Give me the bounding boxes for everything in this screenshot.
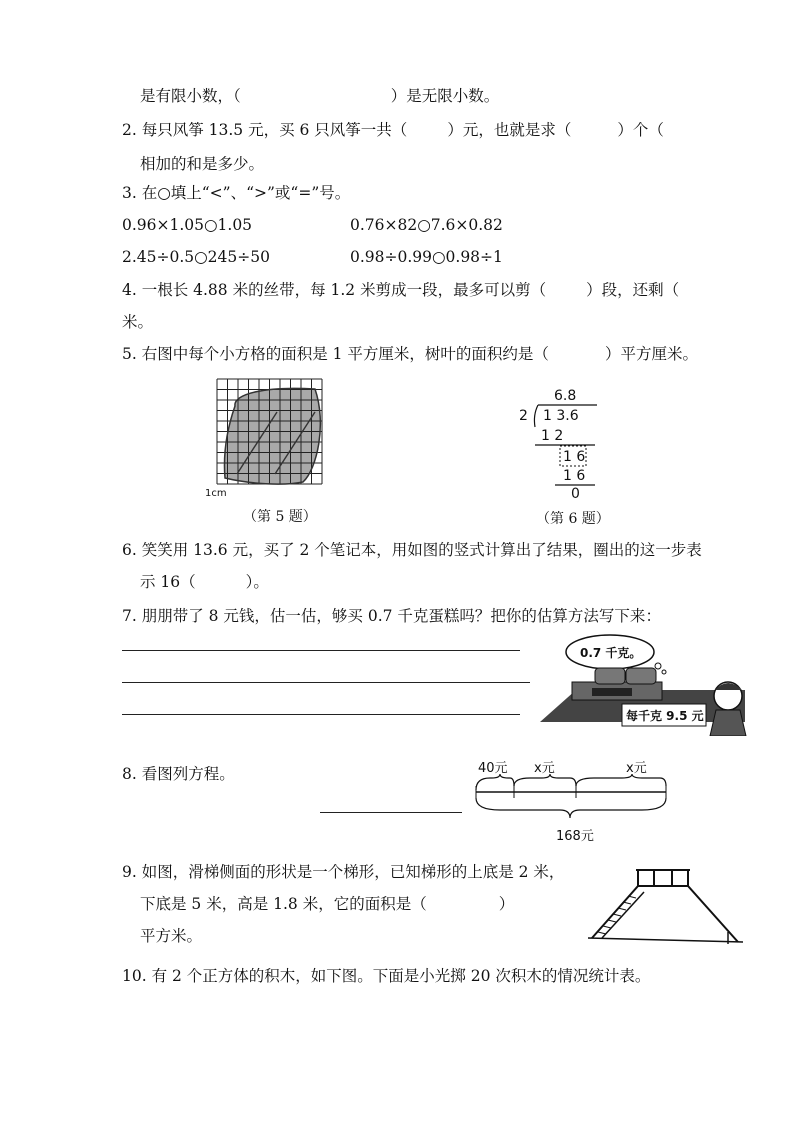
q4-text-a: 4. 一根长 4.88 米的丝带，每 1.2 米剪成一段，最多可以剪（	[122, 281, 547, 299]
division-step1: 1 2	[541, 428, 564, 444]
q4-text-b: ）段，还剩（	[586, 281, 680, 299]
q9-text-a: 下底是 5 米，高是 1.8 米，它的面积是（	[140, 895, 427, 913]
q7-answer-line-3[interactable]	[122, 714, 520, 715]
q3-item-c[interactable]: 2.45÷0.5○245÷50	[122, 248, 270, 266]
price-tag-text: 每千克 9.5 元	[626, 709, 704, 723]
quotient: 6.8	[554, 388, 577, 404]
cake-left	[595, 668, 625, 684]
q3-instruction: 3. 在○填上“<”、“>”或“=”号。	[122, 184, 351, 202]
q2-line1	[122, 120, 664, 140]
q4-line2: 米。	[122, 313, 154, 331]
q9-line1: 9. 如图，滑梯侧面的形状是一个梯形，已知梯形的上底是 2 米，	[122, 863, 565, 881]
divisor: 2	[519, 408, 528, 424]
q5-text-a: 5. 右图中每个小方格的面积是 1 平方厘米，树叶的面积约是（	[122, 345, 549, 363]
division-step2: 1 6	[563, 449, 586, 465]
q8-text: 8. 看图列方程。	[122, 765, 235, 783]
q2-text-a: 2. 每只风筝 13.5 元，买 6 只风筝一共（	[122, 121, 408, 139]
q6-line2	[140, 572, 269, 592]
q9-line2	[140, 894, 514, 914]
q2-text-c: ）个（	[617, 121, 664, 139]
q9-text-b: ）	[498, 895, 515, 913]
seg2-label: x元	[534, 761, 555, 776]
q7-text: 7. 朋朋带了 8 元钱，估一估，够买 0.7 千克蛋糕吗？把你的估算方法写下来：	[122, 607, 661, 625]
total-label: 168元	[556, 829, 594, 844]
cake-scale-illustration	[540, 630, 752, 736]
q7-answer-line-1[interactable]	[122, 650, 520, 651]
long-division-figure	[505, 385, 615, 505]
leaf-shape	[224, 388, 320, 484]
seg1-label: 40元	[478, 761, 508, 776]
fig6-caption: （第 6 题）	[536, 511, 610, 527]
division-remainder: 0	[571, 486, 580, 502]
q2-text-b: ）元，也就是求（	[447, 121, 572, 139]
q6-line1: 6. 笑笑用 13.6 元，买了 2 个笔记本，用如图的竖式计算出了结果，圈出的这一步表	[122, 541, 702, 559]
q8-answer-line[interactable]	[320, 812, 462, 813]
seg3-label: x元	[626, 761, 647, 776]
q7-answer-line-2[interactable]	[122, 682, 530, 683]
q3-item-b[interactable]: 0.76×82○7.6×0.82	[350, 216, 503, 234]
q1-continuation	[140, 86, 499, 106]
q10-text: 10. 有 2 个正方体的积木，如下图。下面是小光掷 20 次积木的情况统计表。	[122, 967, 651, 985]
child-body	[710, 710, 746, 736]
q5-text-b: ）平方厘米。	[604, 345, 698, 363]
scale-display	[592, 688, 632, 696]
slide-illustration	[578, 862, 748, 948]
q3-item-a[interactable]: 0.96×1.05○1.05	[122, 216, 253, 234]
q6-text-b: ）。	[245, 573, 269, 591]
bubble-text: 0.7 千克。	[580, 646, 642, 660]
q2-line2: 相加的和是多少。	[140, 155, 265, 173]
cake-right	[626, 668, 656, 684]
ladder-steps	[598, 896, 636, 934]
q1-text-b: ）是无限小数。	[390, 87, 500, 105]
fig5-caption: （第 5 题）	[243, 509, 317, 525]
q1-text-a: 是有限小数，（	[140, 87, 241, 105]
scale-label: 1cm	[205, 488, 227, 499]
q3-item-d[interactable]: 0.98÷0.99○0.98÷1	[350, 248, 503, 266]
q9-line3: 平方米。	[140, 927, 203, 945]
segment-diagram	[470, 756, 670, 850]
leaf-grid-figure	[205, 374, 345, 499]
dividend: 1 3.6	[543, 408, 579, 424]
q6-text-a: 示 16（	[140, 573, 196, 591]
division-step3: 1 6	[563, 468, 586, 484]
q5-text	[122, 344, 698, 364]
q4-line1	[122, 280, 679, 300]
